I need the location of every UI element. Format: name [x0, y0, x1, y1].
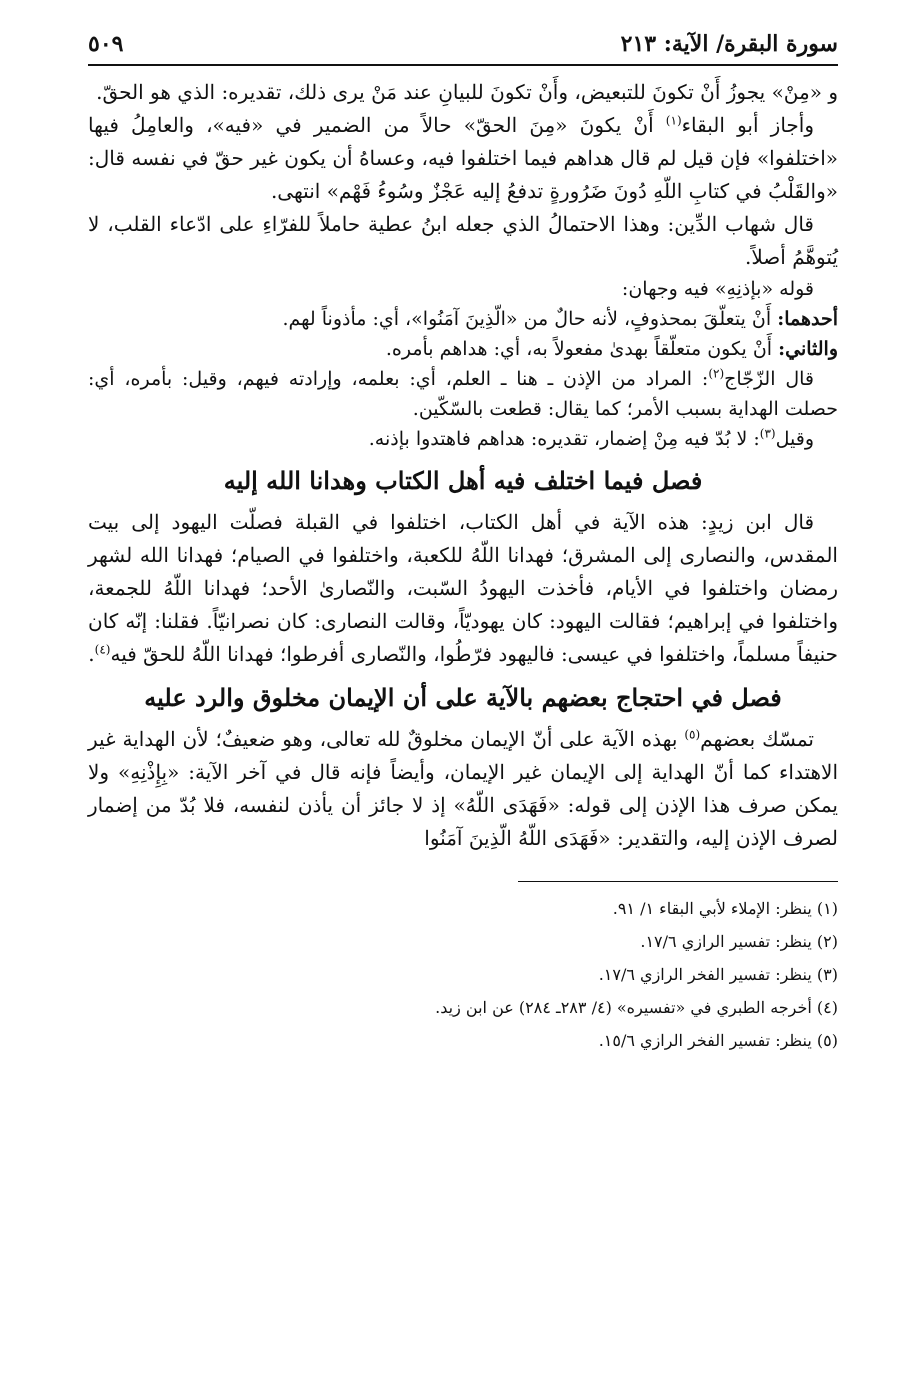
paragraph-biidhnihi: قوله «بإذنِهِ» فيه وجهان:	[621, 278, 814, 300]
page-number: ٥٠٩	[88, 31, 124, 57]
paragraph-second-aspect	[88, 334, 838, 364]
text-run: أَنْ يتعلّقَ بمحذوفٍ، لأنه حالٌ من «الّذِينَ آمَنُوا»، أي: مأذوناً لهم.	[282, 308, 778, 330]
paragraph-first-aspect	[88, 304, 838, 334]
footnote-marker: (٢)	[708, 366, 725, 381]
footnotes	[88, 892, 838, 1057]
paragraph-zajjaj	[88, 364, 838, 424]
footnote-marker: (١)	[665, 113, 682, 128]
section-heading: فصل في احتجاج بعضهم بالآية على أن الإيمان مخلوق والرد عليه	[144, 683, 782, 712]
paragraph-ibn-zayd	[88, 506, 838, 671]
paragraph-iman-makhluq	[88, 723, 838, 855]
text-run: تمسّك بعضهم	[700, 727, 814, 751]
paragraph-abu-albaqa	[88, 109, 838, 208]
footnote: (١) ينظر: الإملاء لأبي البقاء ١/ ٩١.	[612, 899, 838, 918]
section-heading: فصل فيما اختلف فيه أهل الكتاب وهدانا الله إليه	[223, 466, 703, 495]
text-run: : المراد من الإذن ـ هنا ـ العلم، أي: بعلمه، وإرادته فيهم، وقيل: بأمره، أي: حصلت الهداية بسبب الأمر؛ كما يقال: قطعت بالسّكّين.	[88, 368, 838, 420]
footnote-marker: (٣)	[759, 426, 776, 441]
footnote-marker: (٤)	[94, 642, 111, 657]
footnote-marker: (٥)	[684, 727, 701, 742]
text-run: : لا بُدّ فيه مِنْ إضمار، تقديره: هداهم فاهتدوا بإذنه.	[368, 428, 760, 450]
footnote-divider	[518, 881, 838, 882]
term-label: أحدهما:	[777, 308, 838, 330]
text-run: وأجاز أبو البقاء	[681, 113, 814, 137]
page-header	[88, 28, 838, 66]
text-run: وقيل	[775, 428, 814, 450]
paragraph-min-explanation: و «مِنْ» يجوزُ أَنْ تكونَ للتبعيض، وأَنْ تكونَ للبيانِ عند مَنْ يرى ذلك، تقديره: الذي هو الحقّ.	[96, 80, 838, 104]
text-run: أَنْ يكونَ «مِنَ الحقّ» حالاً من الضمير في «فيه»، والعامِلُ فيها «اختلفوا» فإن قيل لم قال هداهم فيما اختلفوا فيه، وعساهُ أن يكون غير حقّ في نفسه قال: «والقَلْبُ في كتابِ اللّهِ دُونَ ضَرُورةٍ تدفعُ إليه عَجْزٌ وسُوءُ فَهْم» انتهى.	[88, 113, 838, 203]
text-run: بهذه الآية على أنّ الإيمان مخلوقٌ لله تعالى، وهو ضعيفٌ؛ لأن الهداية غير الاهتداء كما أنّ الهداية إلى الإيمان غير الإيمان، وأيضاً فإنه قال في آخر الآية: «بِإِذْنِهِ» ولا يمكن صرف هذا الإذن إلى قوله: «فَهَدَى اللّهُ» إذ لا جائز أن يأذن لنفسه، فلا بُدّ من إضمار لصرف الإذن إليه، والتقدير: «فَهَدَى اللّهُ الّذِينَ آمَنُوا	[88, 727, 838, 850]
text-run: .	[88, 642, 95, 666]
footnote: (٣) ينظر: تفسير الفخر الرازي ١٧/٦.	[598, 965, 838, 984]
footnote: (٢) ينظر: تفسير الرازي ١٧/٦.	[640, 932, 838, 951]
text-run: أَنْ يكون متعلّقاً بهدىٰ مفعولاً به، أي: هداهم بأمره.	[385, 338, 779, 360]
term-label: والثاني:	[778, 338, 838, 360]
text-run: قال ابن زيدٍ: هذه الآية في أهل الكتاب، اختلفوا في القبلة فصلّت اليهود إلى بيت المقدس، والنصارى إلى المشرق؛ فهدانا اللّهُ للكعبة، واختلفوا في الصيام؛ فهدانا الله لشهر رمضان واختلفوا في الأيام، فأخذت اليهودُ السّبت، والنّصارىٰ الأحد؛ فهدانا اللّهُ للجمعة، واختلفوا في إبراهيم؛ فقالت اليهود: كان يهوديّاً، وقالت النصارى: كان نصرانيّاً. فقلنا: إنّه كان حنيفاً مسلماً، واختلفوا في عيسى: فاليهود فرّطُوا، والنّصارى أفرطوا؛ فهدانا اللّهُ للحقّ فيه	[88, 510, 838, 666]
surah-title: سورة البقرة/ الآية: ٢١٣	[620, 31, 838, 57]
paragraph-shihab-aldin: قال شهاب الدِّين: وهذا الاحتمالُ الذي جعله ابنُ عطية حاملاً للفرّاءِ على ادّعاء القلب، لا يُتوهَّمُ أصلاً.	[88, 212, 838, 269]
footnote: (٤) أخرجه الطبري في «تفسيره» (٤/ ٢٨٣ـ ٢٨٤) عن ابن زيد.	[435, 998, 838, 1017]
text-run: قال الزّجّاج	[724, 368, 814, 390]
main-text	[88, 76, 838, 855]
paragraph-qila	[88, 424, 838, 454]
footnote: (٥) ينظر: تفسير الفخر الرازي ١٥/٦.	[598, 1031, 838, 1050]
